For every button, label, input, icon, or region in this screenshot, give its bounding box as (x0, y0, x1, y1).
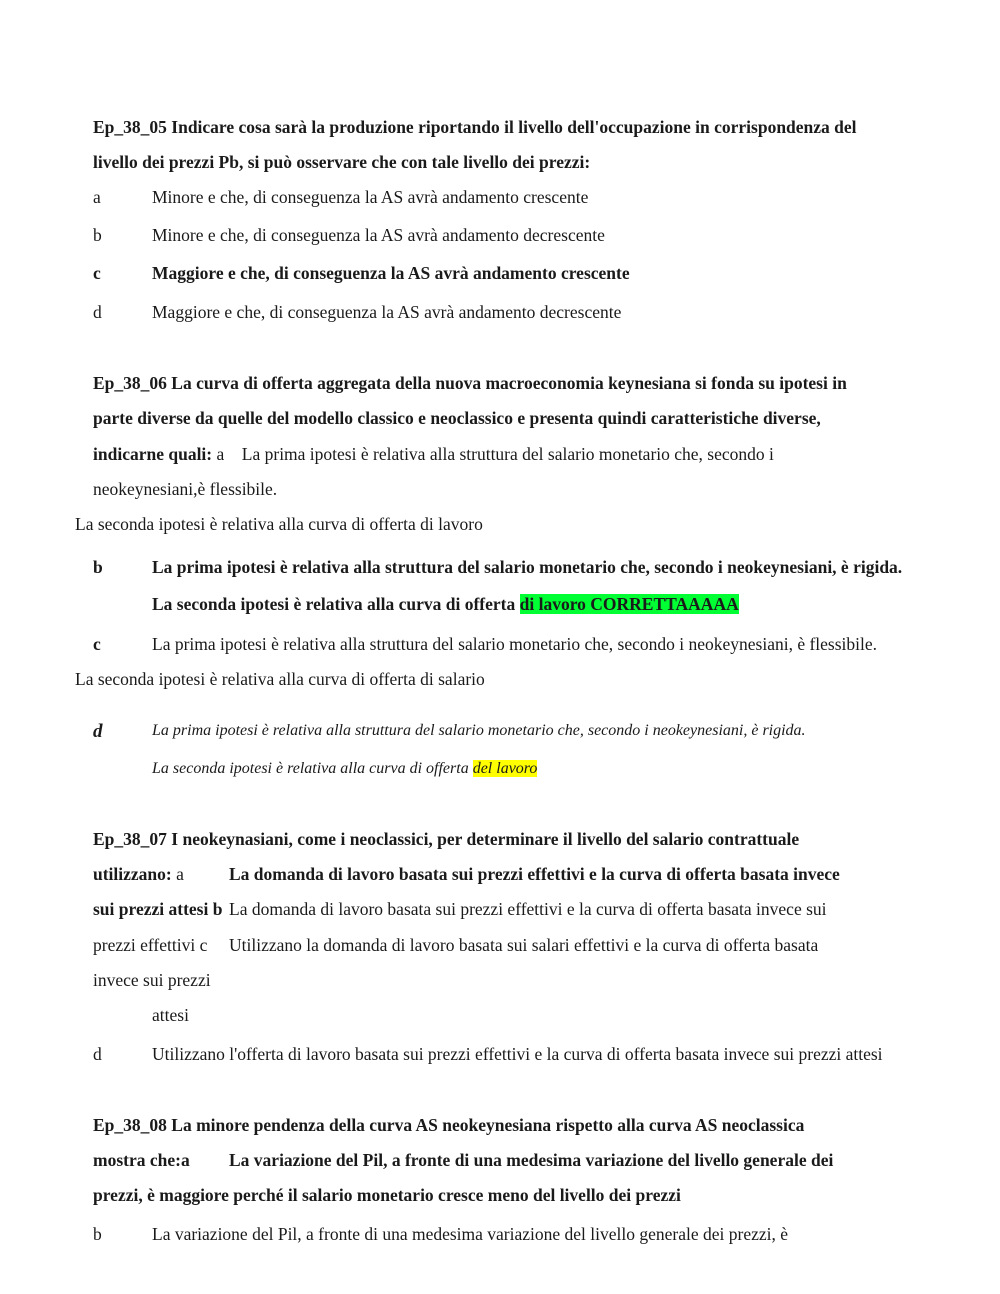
option-d-text: Utilizzano l'offerta di lavoro basata sui prezzi effettivi e la curva di offerta basata invece sui prezzi attesi (152, 1044, 883, 1064)
question-07-wrap-3: invece sui prezzi (93, 970, 211, 990)
question-08-title-line-2-left: mostra che:a (93, 1150, 190, 1170)
option-b-text: La domanda di lavoro basata sui prezzi effettivi e la curva di offerta basata invece sui (229, 899, 827, 919)
option-letter: b (93, 225, 102, 245)
question-06-title-line-1: Ep_38_06 La curva di offerta aggregata della nuova macroeconomia keynesiana si fonda su ipotesi in (93, 373, 847, 393)
yellow-highlight: del lavoro (472, 760, 538, 777)
option-letter: a (93, 187, 101, 207)
option-c-text: Utilizzano la domanda di lavoro basata sui salari effettivi e la curva di offerta basata (229, 935, 819, 955)
option-letter: d (93, 1044, 102, 1064)
option-b-line-1: La prima ipotesi è relativa alla struttura del salario monetario che, secondo i neokeynesiani, è rigida. (152, 557, 903, 577)
question-07-title-line-2: utilizzano: a (93, 864, 184, 884)
question-05-title-line-2: livello dei prezzi Pb, si può osservare che con tale livello dei prezzi: (93, 152, 591, 172)
option-text: Minore e che, di conseguenza la AS avrà andamento decrescente (152, 225, 605, 245)
option-a-line-3: La seconda ipotesi è relativa alla curva di offerta di lavoro (75, 514, 483, 534)
option-a-line-2: neokeynesiani,è flessibile. (93, 479, 278, 499)
option-letter: c (93, 263, 101, 283)
option-a-text: La domanda di lavoro basata sui prezzi effettivi e la curva di offerta basata invece (229, 864, 840, 884)
question-08-title-line-1: Ep_38_08 La minore pendenza della curva AS neokeynesiana rispetto alla curva AS neoclassica (93, 1115, 805, 1135)
question-06-title-line-2: parte diverse da quelle del modello classico e neoclassico e presenta quindi caratteristiche diverse, (93, 408, 821, 428)
option-text: Maggiore e che, di conseguenza la AS avrà andamento decrescente (152, 302, 622, 322)
option-c-line-1: La prima ipotesi è relativa alla struttura del salario monetario che, secondo i neokeynesiani, è flessibile. (152, 634, 878, 654)
question-07-wrap-4: attesi (152, 1005, 189, 1025)
option-letter: b (93, 1224, 102, 1244)
option-d-line-1: La prima ipotesi è relativa alla struttura del salario monetario che, secondo i neokeynesiani, è rigida. (152, 722, 806, 739)
option-letter: c (93, 634, 101, 654)
option-letter: b (93, 557, 103, 577)
option-d-line-2: La seconda ipotesi è relativa alla curva di offerta del lavoro (152, 760, 538, 777)
option-text: Minore e che, di conseguenza la AS avrà andamento crescente (152, 187, 589, 207)
question-05-title-line-1: Ep_38_05 Indicare cosa sarà la produzione riportando il livello dell'occupazione in corrispondenza del (93, 117, 857, 137)
question-07-title-line-1: Ep_38_07 I neokeynasiani, come i neoclassici, per determinare il livello del salario contrattuale (93, 829, 800, 849)
option-letter: d (93, 721, 103, 742)
option-b-line-2: La seconda ipotesi è relativa alla curva di offerta di lavoro CORRETTAAAAA (152, 594, 739, 614)
option-text-correct: Maggiore e che, di conseguenza la AS avrà andamento crescente (152, 263, 630, 283)
option-letter: d (93, 302, 102, 322)
question-08-option-a-text: La variazione del Pil, a fronte di una medesima variazione del livello generale dei (229, 1150, 834, 1170)
question-08-title-line-3: prezzi, è maggiore perché il salario monetario cresce meno del livello dei prezzi (93, 1185, 681, 1205)
option-c-line-2: La seconda ipotesi è relativa alla curva di offerta di salario (75, 669, 485, 689)
option-b-text: La variazione del Pil, a fronte di una medesima variazione del livello generale dei prezzi, è (152, 1224, 789, 1244)
question-06-title-line-3: indicarne quali: a La prima ipotesi è relativa alla struttura del salario monetario che, secondo i (93, 444, 774, 464)
correct-highlight: di lavoro CORRETTAAAAA (519, 594, 739, 614)
question-07-wrap-2: prezzi effettivi c (93, 935, 208, 955)
question-07-wrap-1: sui prezzi attesi b (93, 899, 223, 919)
